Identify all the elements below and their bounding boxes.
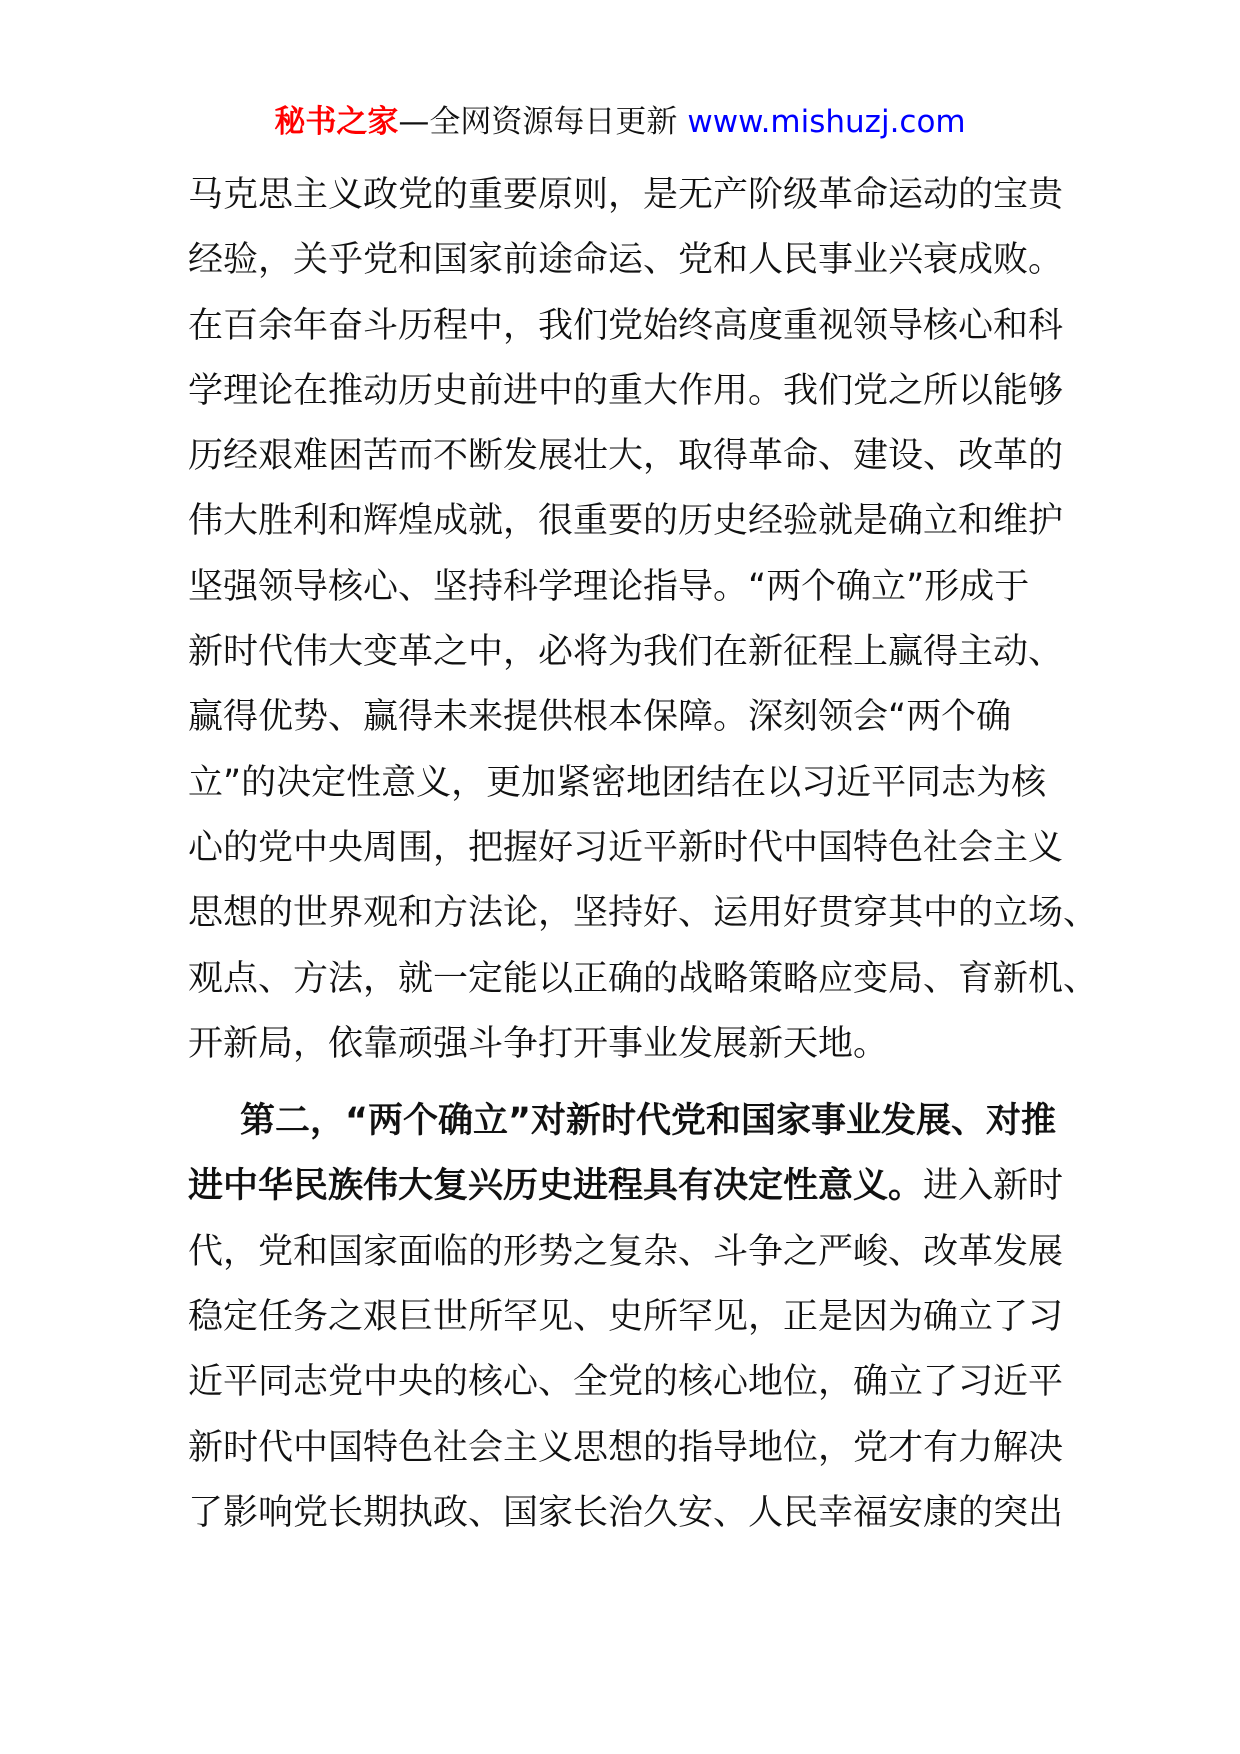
header-brand: 秘书之家	[274, 104, 399, 140]
text-line: 了影响党长期执政、国家长治久安、人民幸福安康的突出	[188, 1492, 1064, 1533]
text-line: 心的党中央周围，把握好习近平新时代中国特色社会主义	[188, 827, 1064, 868]
text-line: 稳定任务之艰巨世所罕见、史所罕见，正是因为确立了习	[188, 1297, 1064, 1338]
section-heading-bold: 进中华民族伟大复兴历史进程具有决定性意义。	[188, 1166, 924, 1207]
text-line: 学理论在推动历史前进中的重大作用。我们党之所以能够	[188, 370, 1064, 411]
section-heading-bold: 第二，“两个确立”对新时代党和国家事业发展、对推	[240, 1101, 1057, 1142]
text-line: 新时代伟大变革之中，必将为我们在新征程上赢得主动、	[188, 632, 1064, 673]
paragraph-1	[188, 163, 1099, 1077]
text-line: 赢得优势、赢得未来提供根本保障。深刻领会“两个确	[188, 697, 1012, 738]
page-header	[0, 98, 1240, 146]
text-line: 坚强领导核心、坚持科学理论指导。“两个确立”形成于	[188, 566, 1030, 607]
text-line: 伟大胜利和辉煌成就，很重要的历史经验就是确立和维护	[188, 501, 1064, 542]
text-line: 新时代中国特色社会主义思想的指导地位，党才有力解决	[188, 1427, 1064, 1468]
text-line	[188, 1089, 1068, 1154]
text-line: 思想的世界观和方法论，坚持好、运用好贯穿其中的立场、	[188, 893, 1099, 934]
text-line: 马克思主义政党的重要原则，是无产阶级革命运动的宝贵	[188, 175, 1064, 215]
text-line: 经验，关乎党和国家前途命运、党和人民事业兴衰成败。	[188, 240, 1064, 281]
text-line: 代，党和国家面临的形势之复杂、斗争之严峻、改革发展	[188, 1231, 1064, 1272]
text-line	[188, 1154, 1068, 1219]
document-body	[188, 163, 1099, 1546]
header-tagline: —全网资源每日更新	[398, 104, 678, 140]
text-line: 近平同志党中央的核心、全党的核心地位，确立了习近平	[188, 1362, 1064, 1403]
text-line: 立”的决定性意义，更加紧密地团结在以习近平同志为核	[188, 762, 1047, 803]
text-run: 进入新时	[923, 1166, 1064, 1207]
text-line: 历经艰难困苦而不断发展壮大，取得革命、建设、改革的	[188, 436, 1064, 477]
text-line: 观点、方法，就一定能以正确的战略策略应变局、育新机、	[188, 958, 1099, 999]
text-line: 开新局，依靠顽强斗争打开事业发展新天地。	[188, 1023, 889, 1064]
paragraph-spacer	[188, 1077, 1068, 1089]
text-line: 在百余年奋斗历程中，我们党始终高度重视领导核心和科	[188, 305, 1064, 346]
paragraph-2	[188, 1089, 1068, 1546]
header-url-link[interactable]: www.mishuzj.com	[687, 104, 966, 140]
